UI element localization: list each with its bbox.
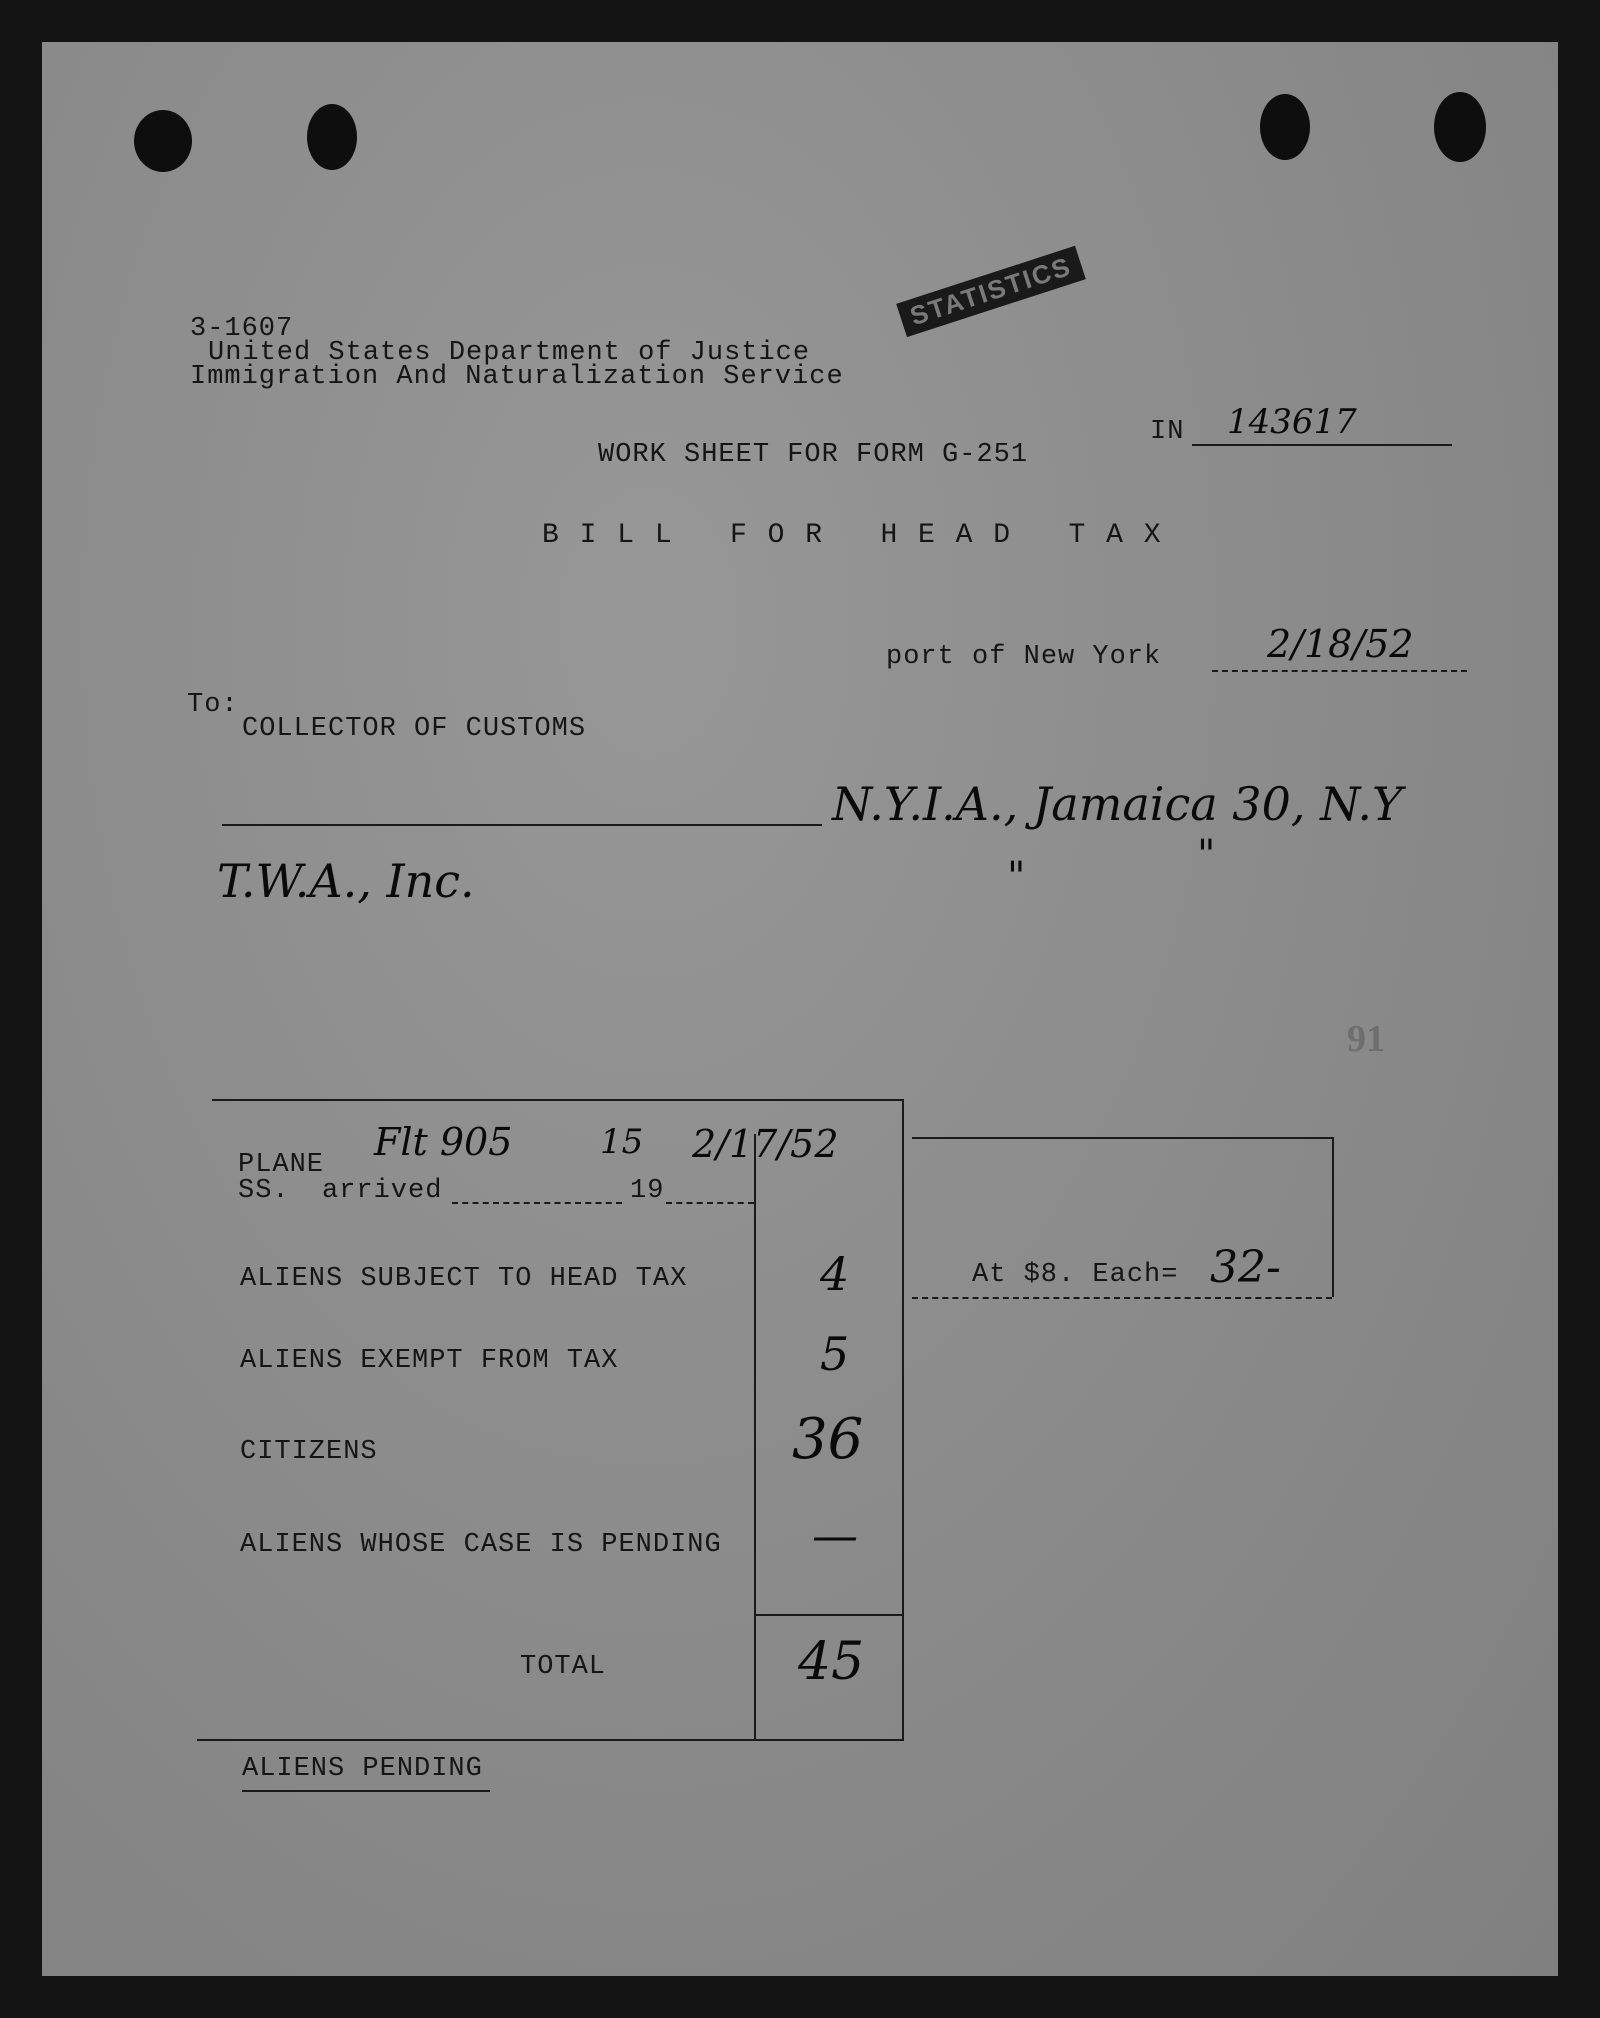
document-page [42, 42, 1558, 1976]
aliens-pending-label: ALIENS PENDING [242, 1754, 483, 1784]
rate-value: 32- [1210, 1242, 1281, 1293]
address-handwritten: N.Y.I.A., Jamaica 30, N.Y [832, 777, 1403, 831]
row-label-subject: ALIENS SUBJECT TO HEAD TAX [240, 1264, 688, 1294]
flight-separator: 15 [600, 1122, 644, 1162]
table-top-border [212, 1099, 902, 1101]
form-number: 3-1607 [190, 314, 294, 344]
worksheet-title: WORK SHEET FOR FORM G-251 [598, 440, 1029, 470]
rate-box-right [1332, 1137, 1334, 1297]
statistics-stamp: STATISTICS [896, 246, 1085, 337]
punch-hole [134, 110, 192, 172]
to-label: To: [187, 690, 239, 720]
row-value-exempt: 5 [820, 1327, 850, 1381]
punch-hole [307, 104, 357, 170]
port-date: 2/18/52 [1267, 622, 1414, 666]
year-prefix: 19 [630, 1176, 665, 1206]
flight-number: Flt 905 [374, 1120, 513, 1164]
collector-name: COLLECTOR OF CUSTOMS [242, 714, 587, 744]
port-date-line [1212, 670, 1467, 672]
ss-label: SS. [238, 1176, 290, 1206]
port-label: port of New York [886, 642, 1162, 672]
ditto-mark: " [1197, 832, 1216, 878]
address-underline [222, 824, 822, 826]
arrived-line [452, 1202, 622, 1204]
row-value-pending: — [812, 1508, 858, 1562]
rate-label: At $8. Each= [972, 1260, 1179, 1290]
plane-label: PLANE [238, 1150, 325, 1180]
carrier-handwritten: T.W.A., Inc. [217, 854, 475, 908]
row-label-exempt: ALIENS EXEMPT FROM TAX [240, 1346, 619, 1376]
aliens-pending-underline [242, 1790, 490, 1792]
punch-hole [1434, 92, 1486, 162]
faint-mark: 91 [1347, 1018, 1385, 1060]
department-name: United States Department of Justice [208, 338, 811, 368]
total-label: TOTAL [520, 1652, 607, 1682]
total-value: 45 [798, 1632, 865, 1692]
table-subtotal-line [754, 1614, 904, 1616]
bill-title: B I L L F O R H E A D T A X [542, 520, 1163, 551]
ditto-mark: " [1007, 854, 1026, 900]
arrived-label: arrived [322, 1176, 443, 1206]
row-label-pending: ALIENS WHOSE CASE IS PENDING [240, 1530, 722, 1560]
arrival-date: 2/17/52 [692, 1122, 839, 1166]
table-right-border [902, 1099, 904, 1739]
in-number-underline [1192, 444, 1452, 446]
rate-box-bottom [912, 1297, 1332, 1299]
table-bottom-border [197, 1739, 904, 1741]
punch-hole [1260, 94, 1310, 160]
rate-box-top [912, 1137, 1332, 1139]
row-label-citizens: CITIZENS [240, 1437, 378, 1467]
year-line [666, 1202, 754, 1204]
row-value-citizens: 36 [792, 1407, 864, 1472]
in-number: 143617 [1227, 402, 1357, 442]
column-divider [754, 1134, 756, 1739]
row-value-subject: 4 [820, 1247, 850, 1301]
service-name: Immigration And Naturalization Service [190, 362, 844, 392]
in-label: IN [1150, 417, 1185, 447]
